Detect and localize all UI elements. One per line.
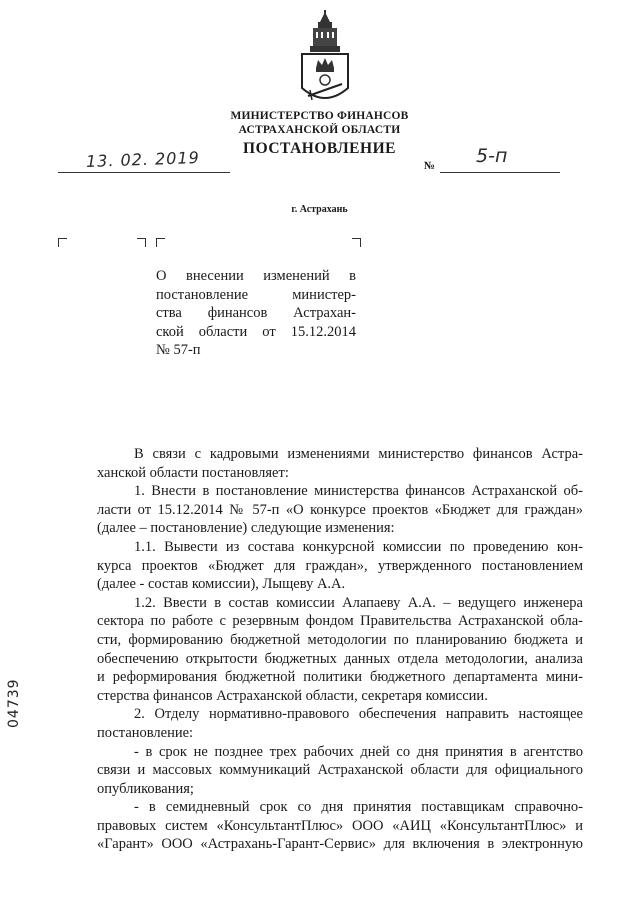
side-registration-stamp [2,672,30,728]
city-line: г. Астрахань [291,204,348,215]
body-line: 1.2. Ввести в состав комиссии Алапаеву А.А. – ведущего инженера [134,594,583,611]
body-line: ханской области постановляет: [97,464,289,481]
body-line: ласти от 15.12.2014 № 57-п «О конкурсе проектов «Бюджет для граждан» [97,501,583,518]
corner-mark-top-right [137,238,146,247]
body-line: 1. Внести в постановление министерства финансов Астраханской об- [134,483,583,500]
body-line: сти, формированию бюджетной методологии по планированию бюджета и [97,631,583,648]
handwritten-date: 13. 02. 2019 [85,148,201,171]
subject-line: № 57-п [156,342,201,359]
body-line: курса проектов «Бюджет для граждан», утвержденного постановлением [97,557,583,574]
handwritten-document-number: 5-п [476,145,508,167]
corner-mark-subject-left [156,238,165,247]
body-line: правовых систем «КонсультантПлюс» ООО «АИЦ «КонсультантПлюс» и [97,817,583,834]
body-line: - в семидневный срок со дня принятия поставщикам справочно- [134,799,583,816]
body-line: опубликования; [97,780,194,797]
body-line: сектора по работе с резервным фондом Правительства Астраханской обла- [97,613,583,630]
body-line: 2. Отделу нормативно-правового обеспечения направить настоящее [134,706,583,723]
coat-of-arms-emblem [296,10,354,106]
ministry-name-line2: АСТРАХАНСКОЙ ОБЛАСТИ [238,124,401,136]
subject-line: ской области от 15.12.2014 [156,323,356,340]
body-line: (далее – постановление) следующие изменения: [97,520,395,537]
document-body [97,445,583,854]
subject-line: О внесении изменений в [156,268,356,284]
number-sign: № [424,160,436,172]
subject-line: ства финансов Астрахан- [156,305,356,322]
body-line: связи и массовых коммуникаций Астраханской области для официального [97,762,583,779]
body-line: «Гарант» ООО «Астрахань-Гарант-Сервис» для включения в электронную [97,836,583,853]
body-line: постановление: [97,724,194,741]
document-type-title: ПОСТАНОВЛЕНИЕ [243,140,396,157]
body-line: и реформирования бюджетной политики бюджетного департамента мини- [97,669,583,686]
body-line: (далее - состав комиссии), Лыщеву А.А. [97,576,346,593]
body-line: стерства финансов Астраханской области, секретаря комиссии. [97,687,488,704]
body-line: 1.1. Вывести из состава конкурсной комиссии по проведению кон- [134,538,583,555]
corner-mark-subject-right [352,238,361,247]
body-line: В связи с кадровыми изменениями министерство финансов Астра- [134,446,583,462]
corner-mark-top-left [58,238,67,247]
body-line: - в срок не позднее трех рабочих дней со дня принятия в агентство [134,743,583,760]
number-underline [440,172,560,173]
side-stamp-number: 04739 [6,678,22,728]
document-subject [156,267,356,360]
subject-line: постановление министер- [156,286,356,303]
body-line: обеспечению открытости бюджетных данных отдела методологии, анализа [97,650,583,667]
ministry-name-line1: МИНИСТЕРСТВО ФИНАНСОВ [230,110,409,122]
date-underline [58,172,230,173]
